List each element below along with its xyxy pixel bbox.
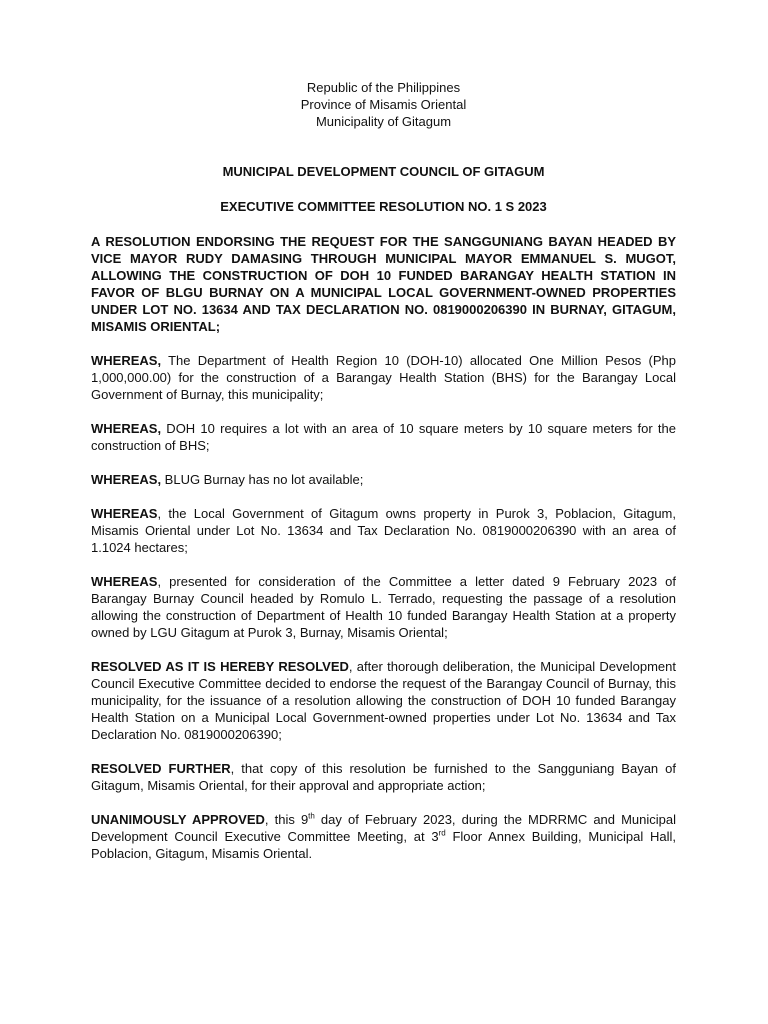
header-province: Province of Misamis Oriental [300,97,467,112]
header-municipality: Municipality of Gitagum [315,114,452,129]
paragraph-text: BLUG Burnay has no lot available; [161,472,364,487]
paragraph-text: DOH 10 requires a lot with an area of 10 square meters by 10 square meters for the construction of BHS; [91,421,676,453]
paragraph-lead: RESOLVED AS IT IS HEREBY RESOLVED [91,659,349,674]
approval-text-1: , this 9 [264,812,309,827]
header-country: Republic of the Philippines [306,80,461,95]
paragraph-lead: WHEREAS, [91,421,162,436]
paragraph-text: , that copy of this resolution be furnished to the Sangguniang Bayan of Gitagum, Misamis Oriental, for their approval and appropriate action; [91,761,676,793]
approval-text-3: Floor Annex Building, Municipal Hall, Poblacion, Gitagum, Misamis Oriental. [91,829,677,861]
approval-paragraph [91,811,676,862]
paragraph-text: , presented for consideration of the Committee a letter dated 9 February 2023 of Barangay Burnay Council headed by Romulo L. Terrado, requesting the passage of a resolution allowing the construction of Department of Health 10 funded Barangay Health Station at a property owned by LGU Gitagum at Purok 3, Burnay, Misamis Oriental; [91,574,676,640]
paragraph-text: The Department of Health Region 10 (DOH-10) allocated One Million Pesos (Php 1,000,000.00) for the construction of a Barangay Health Station (BHS) for the Barangay Local Government of Burnay, this municipality; [91,353,676,402]
ordinal-suffix: rd [438,828,446,838]
whereas-paragraph [91,352,676,403]
resolution-number: EXECUTIVE COMMITTEE RESOLUTION NO. 1 S 2023 [220,199,547,214]
approval-text-2: day of February 2023, during the MDRRMC and Municipal Development Council Executive Committee Meeting, at 3 [91,812,677,844]
resolved-further-paragraph [91,760,676,794]
whereas-paragraph [91,420,676,454]
ordinal-suffix: th [308,811,315,821]
paragraph-text: , the Local Government of Gitagum owns property in Purok 3, Poblacion, Gitagum, Misamis Oriental under Lot No. 13634 and Tax Declaration No. 0819000206390 with an area of 1.1024 hectares; [91,506,676,555]
paragraph-lead: UNANIMOUSLY APPROVED [91,812,265,827]
paragraph-lead: WHEREAS [91,574,158,589]
resolution-title: A RESOLUTION ENDORSING THE REQUEST FOR THE SANGGUNIANG BAYAN HEADED BY VICE MAYOR RUDY DAMASING THROUGH MUNICIPAL MAYOR EMMANUEL S. MUGOT, ALLOWING THE CONSTRUCTION OF DOH 10 FUNDED BARANGAY HEALTH STATION IN FAVOR OF BLGU BURNAY ON A MUNICIPAL LOCAL GOVERNMENT-OWNED PROPERTIES UNDER LOT NO. 13634 AND TAX DECLARATION NO. 0819000206390 IN BURNAY, GITAGUM, MISAMIS ORIENTAL; [91,234,676,334]
whereas-paragraph [91,573,676,641]
document-header [91,79,676,130]
whereas-paragraph [91,505,676,556]
paragraph-text: , after thorough deliberation, the Municipal Development Council Executive Committee decided to endorse the request of the Barangay Council of Burnay, this municipality, for the issuance of a resolution allowing the construction of DOH 10 funded Barangay Health Station on a Municipal Local Government-owned properties under Lot No. 13634 and Tax Declaration No. 0819000206390; [91,659,676,742]
paragraph-lead: WHEREAS, [91,472,162,487]
paragraph-lead: WHEREAS [91,506,158,521]
paragraph-lead: WHEREAS, [91,353,162,368]
council-title: MUNICIPAL DEVELOPMENT COUNCIL OF GITAGUM [222,164,545,179]
whereas-paragraph [91,471,676,488]
paragraph-lead: RESOLVED FURTHER [91,761,231,776]
resolved-paragraph [91,658,676,743]
